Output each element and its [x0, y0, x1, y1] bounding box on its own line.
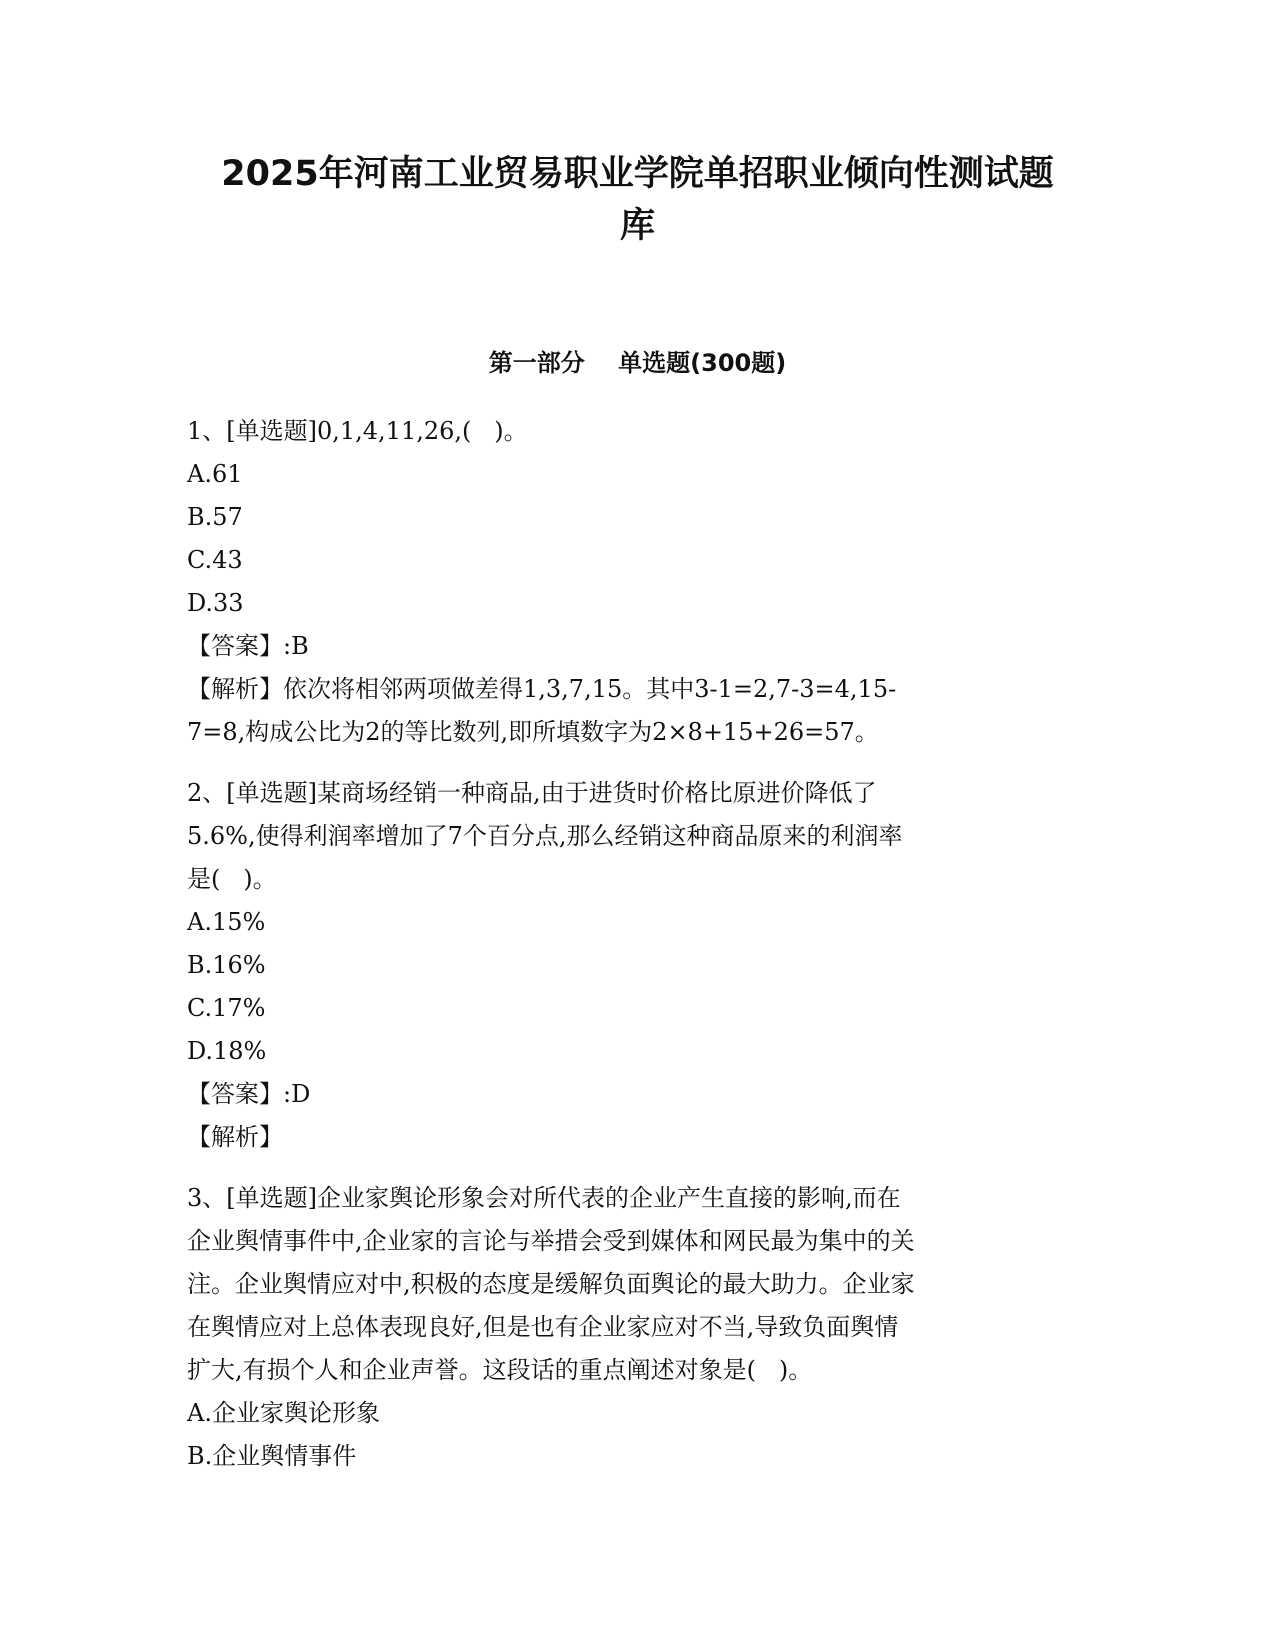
option-b: B.16%: [187, 951, 266, 979]
option-b: B.企业舆情事件: [187, 1442, 357, 1470]
option-d: D.18%: [187, 1037, 267, 1065]
question-stem: 扩大,有损个人和企业声誉。这段话的重点阐述对象是( )。: [187, 1356, 813, 1384]
question-stem: 2、[单选题]某商场经销一种商品,由于进货时价格比原进价降低了: [187, 779, 877, 807]
answer: 【答案】:D: [187, 1080, 311, 1108]
answer: 【答案】:B: [187, 632, 309, 660]
option-a: A.61: [187, 460, 243, 488]
option-d: D.33: [187, 589, 244, 617]
analysis: 【解析】: [187, 1123, 283, 1151]
question-stem: 3、[单选题]企业家舆论形象会对所代表的企业产生直接的影响,而在: [187, 1184, 901, 1212]
question-2: [187, 772, 1087, 1159]
document-title: [120, 148, 1155, 252]
option-c: C.17%: [187, 994, 266, 1022]
question-stem: 企业舆情事件中,企业家的言论与举措会受到媒体和网民最为集中的关: [187, 1227, 915, 1255]
section-title: 第一部分 单选题(300题): [488, 349, 787, 377]
title-line-2: 库: [619, 206, 655, 246]
question-3: [187, 1177, 1087, 1478]
option-c: C.43: [187, 546, 243, 574]
question-1: [187, 410, 1087, 754]
question-stem: 注。企业舆情应对中,积极的态度是缓解负面舆论的最大助力。企业家: [187, 1270, 915, 1298]
analysis: 【解析】依次将相邻两项做差得1,3,7,15。其中3-1=2,7-3=4,15-: [187, 675, 897, 703]
question-stem: 5.6%,使得利润率增加了7个百分点,那么经销这种商品原来的利润率: [187, 822, 903, 850]
question-stem: 是( )。: [187, 865, 277, 893]
option-a: A.15%: [187, 908, 266, 936]
question-stem: 在舆情应对上总体表现良好,但是也有企业家应对不当,导致负面舆情: [187, 1313, 899, 1341]
option-b: B.57: [187, 503, 243, 531]
option-a: A.企业家舆论形象: [187, 1399, 380, 1427]
question-stem: 1、[单选题]0,1,4,11,26,( )。: [187, 417, 528, 445]
question-list: [187, 410, 1087, 1486]
analysis: 7=8,构成公比为2的等比数列,即所填数字为2×8+15+26=57。: [187, 718, 879, 746]
title-line-1: 2025年河南工业贸易职业学院单招职业倾向性测试题: [221, 154, 1054, 194]
